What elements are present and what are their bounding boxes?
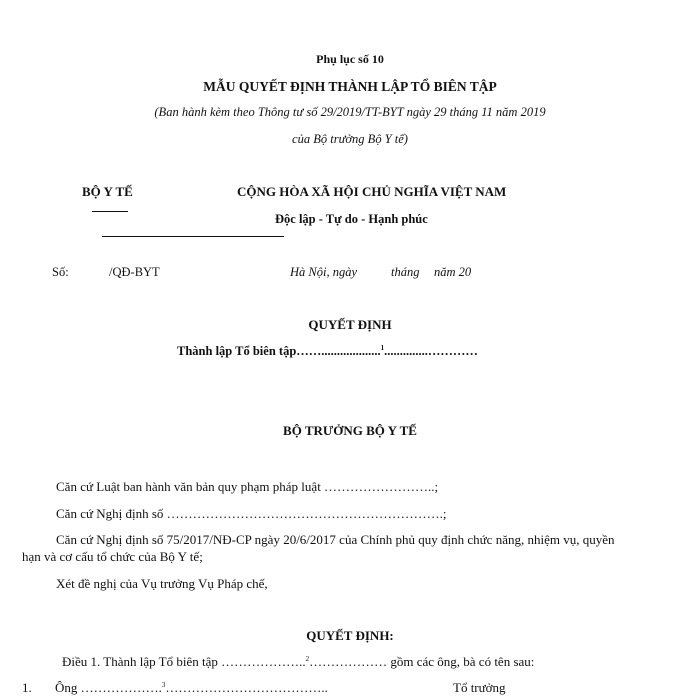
agency-underline xyxy=(92,211,128,212)
decision-title: QUYẾT ĐỊNH xyxy=(308,317,392,332)
proposal-line: Xét đề nghị của Vụ trưởng Vụ Pháp chế, xyxy=(56,576,268,591)
member-role: Tổ trưởng xyxy=(453,680,506,695)
number-code: /QĐ-BYT xyxy=(109,265,160,279)
place-date: Hà Nội, ngày xyxy=(290,265,358,279)
date-year: năm 20 xyxy=(434,265,472,279)
article-1: Điều 1. Thành lập Tổ biên tập ………………..$^2$……………… gồm các ông, bà có tên sau: xyxy=(62,654,535,669)
footnote-ref-1: 1 xyxy=(380,344,385,352)
issued-note-line2: của Bộ trưởng Bộ Y tế) xyxy=(292,132,408,146)
basis-decree-75-line2: hạn và cơ cấu tổ chức của Bộ Y tế; xyxy=(22,549,203,564)
form-title: MẪU QUYẾT ĐỊNH THÀNH LẬP TỔ BIÊN TẬP xyxy=(203,79,497,94)
date-month: tháng xyxy=(391,265,420,279)
number-label: Số: xyxy=(52,265,69,279)
national-motto: Độc lập - Tự do - Hạnh phúc xyxy=(275,212,428,226)
motto-underline xyxy=(102,236,284,237)
footnote-ref-2: 2 xyxy=(305,655,310,663)
issuing-authority: BỘ TRƯỞNG BỘ Y TẾ xyxy=(283,423,417,438)
agency-name: BỘ Y TẾ xyxy=(82,184,133,199)
country-name: CỘNG HÒA XÃ HỘI CHỦ NGHĨA VIỆT NAM xyxy=(237,184,507,199)
basis-law: Căn cứ Luật ban hành văn bản quy phạm pháp luật ……………………..; xyxy=(56,479,439,494)
basis-decree: Căn cứ Nghị định số ……………………………………………………….; xyxy=(56,506,447,521)
issued-note-line1: (Ban hành kèm theo Thông tư số 29/2019/TT-BYT ngày 29 tháng 11 năm 2019 xyxy=(154,105,546,119)
member-number: 1. xyxy=(22,680,32,695)
basis-decree-75-line1: Căn cứ Nghị định số 75/2017/NĐ-CP ngày 20/6/2017 của Chính phủ quy định chức năng, nhiệm vụ, quyền xyxy=(56,532,615,547)
appendix-label: Phụ lục số 10 xyxy=(316,52,384,66)
footnote-ref-3: 3 xyxy=(161,681,166,689)
member-name: Ông ……………….$^3$……………………………….. xyxy=(55,680,328,695)
decides-title: QUYẾT ĐỊNH: xyxy=(306,628,394,643)
decision-subject: Thành lập Tổ biên tập……...................$^1$..............………… xyxy=(177,344,478,358)
